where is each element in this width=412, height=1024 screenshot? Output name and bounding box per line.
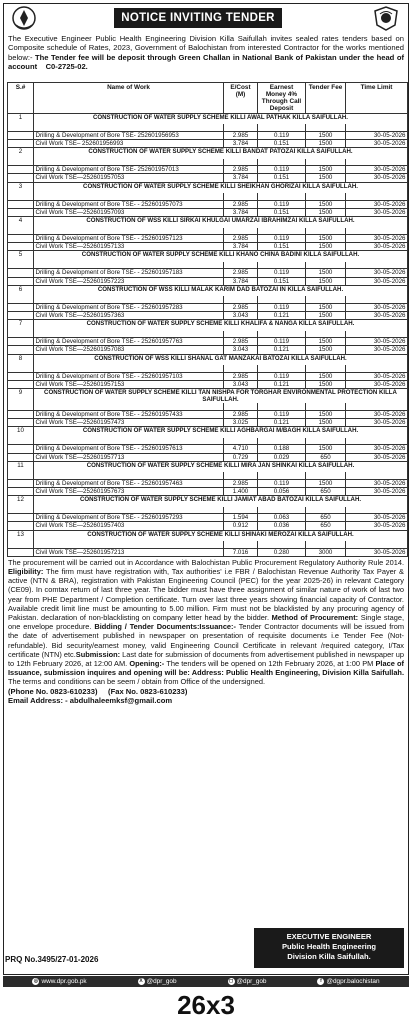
instagram-handle: @dpr_gob [236,978,267,985]
work-time-limit: 30-05-2026 [346,453,408,461]
work-tender-fee: 1500 [306,410,346,418]
work-earnest-money: 0.121 [258,380,306,388]
header-tender-fee: Tender Fee [306,83,346,114]
work-tender-fee: 1500 [306,312,346,320]
work-sno [8,235,34,243]
work-sno [8,269,34,277]
work-name: Drilling & Development of Bore TSE- - 252601957073 [34,200,224,208]
work-earnest-money: 0.063 [258,514,306,522]
facebook-handle: @dgpr.balochistan [326,978,380,985]
work-row [8,235,408,243]
work-tender-fee: 1500 [306,372,346,380]
scheme-name: CONSTRUCTION OF WATER SUPPLY SCHEME KILLI MIRA JAN SHINKAI KILLA SAIFULLAH. [34,461,408,472]
opening-label: Opening:- [127,659,165,669]
scheme-number: 3 [8,182,34,193]
work-earnest-money: 0.121 [258,419,306,427]
work-time-limit: 30-05-2026 [346,372,408,380]
work-sno [8,140,34,148]
work-sno [8,380,34,388]
fax-number: (Fax No. 0823-610233) [108,686,188,696]
scheme-name: CONSTRUCTION OF WATER SUPPLY SCHEME KILLI AWAL PATHAK KILLA SAIFULLAH. [34,113,408,124]
terms-conditions-text: The terms and conditions can be seem / obtain from Office of the undersigned. [8,677,266,687]
work-time-limit: 30-05-2026 [346,346,408,354]
work-tender-fee: 1500 [306,445,346,453]
contact-phone-fax [8,687,404,696]
work-earnest-money: 0.280 [258,548,306,556]
work-cost: 3.043 [224,346,258,354]
scheme-name: CONSTRUCTION OF WATER SUPPLY SCHEME KILLI JAMIAT ABAD BATOZAI KILLA SAIFULLAH. [34,496,408,507]
header-sno: S.# [8,83,34,114]
work-earnest-money: 0.121 [258,346,306,354]
work-tender-fee: 1500 [306,235,346,243]
x-icon: X [139,978,143,984]
work-name: Drilling & Development of Bore TSE- 252601956953 [34,131,224,139]
scheme-row [8,461,408,472]
work-tender-fee: 650 [306,487,346,495]
work-name: Drilling & Development of Bore TSE- - 252601957123 [34,235,224,243]
scheme-row [8,182,408,193]
work-cost: 0.912 [224,522,258,530]
work-earnest-money: 0.119 [258,269,306,277]
scheme-row [8,285,408,296]
work-sno [8,346,34,354]
intro-paragraph [4,34,408,81]
spacer-row [8,228,408,235]
work-sno [8,410,34,418]
work-row [8,419,408,427]
place-label: Place of Issuance, submission inquires and opening will be: Address: Public Health Engineering, Division Killa Saifullah. [8,659,404,678]
work-sno [8,479,34,487]
scheme-name: CONSTRUCTION OF WSS KILLI MALAK KARIM DAD BATOZAI IN KILLA SAIFULLAH. [34,285,408,296]
work-tender-fee: 1500 [306,277,346,285]
work-cost: 0.729 [224,453,258,461]
scheme-number: 10 [8,427,34,438]
work-time-limit: 30-05-2026 [346,269,408,277]
work-row [8,140,408,148]
submission-label: Submission: [75,649,121,659]
work-tender-fee: 1500 [306,419,346,427]
scheme-name: CONSTRUCTION OF WATER SUPPLY SCHEME KILLI AGHBARGAI M/BAGH KILLA SAIFULLAH. [34,427,408,438]
work-cost: 1.400 [224,487,258,495]
scheme-number: 7 [8,320,34,331]
work-time-limit: 30-05-2026 [346,410,408,418]
work-sno [8,166,34,174]
table-header-row [8,83,408,114]
scheme-number: 1 [8,113,34,124]
header-earnest-money: Earnest Money 4% Through Call Deposit [258,83,306,114]
work-row [8,269,408,277]
work-tender-fee: 1500 [306,200,346,208]
work-earnest-money: 0.119 [258,235,306,243]
header-name-of-work: Name of Work [34,83,224,114]
spacer-row [8,541,408,548]
spacer-row [8,472,408,479]
ad-size-label: 26x3 [177,990,235,1020]
work-sno [8,372,34,380]
work-name: Civil Work TSE—252601957083 [34,346,224,354]
work-cost: 3.784 [224,243,258,251]
work-sno [8,419,34,427]
work-name: Drilling & Development of Bore TSE- 252601957013 [34,166,224,174]
work-name: Drilling & Development of Bore TSE- - 252601957433 [34,410,224,418]
work-sno [8,208,34,216]
scheme-row [8,320,408,331]
scheme-number: 8 [8,354,34,365]
work-tender-fee: 1500 [306,338,346,346]
x-handle: @dpr_gob [146,978,177,985]
work-time-limit: 30-05-2026 [346,208,408,216]
method-label: Method of Procurement: [269,613,359,623]
work-row [8,453,408,461]
work-earnest-money: 0.151 [258,140,306,148]
work-time-limit: 30-05-2026 [346,166,408,174]
work-earnest-money: 0.119 [258,303,306,311]
header-ecost: E/Cost (M) [224,83,258,114]
spacer-row [8,159,408,166]
work-time-limit: 30-05-2026 [346,277,408,285]
work-cost: 2.985 [224,479,258,487]
work-earnest-money: 0.119 [258,410,306,418]
work-name: Civil Work TSE– 252601956993 [34,140,224,148]
social-footer [3,976,409,987]
work-time-limit: 30-05-2026 [346,479,408,487]
work-name: Drilling & Development of Bore TSE- - 252601957613 [34,445,224,453]
work-row [8,487,408,495]
work-sno [8,174,34,182]
work-tender-fee: 650 [306,514,346,522]
work-name: Drilling & Development of Bore TSE- - 252601957293 [34,514,224,522]
work-earnest-money: 0.036 [258,522,306,530]
work-row [8,479,408,487]
work-sno [8,522,34,530]
submission-text: Last date for submission of documents from advertisement published in newspaper up to 12th February 2026, at 12:00 AM. [8,649,404,669]
tender-table [7,82,408,557]
method-text: Single stage, one envelope procedure. [8,613,405,632]
work-name: Drilling & Development of Bore TSE- - 252601957183 [34,269,224,277]
work-tender-fee: 1500 [306,243,346,251]
scheme-number: 5 [8,251,34,262]
scheme-row [8,530,408,541]
work-cost: 3.784 [224,174,258,182]
work-time-limit: 30-05-2026 [346,140,408,148]
work-tender-fee: 1500 [306,269,346,277]
scheme-number: 12 [8,496,34,507]
work-tender-fee: 1500 [306,479,346,487]
spacer-row [8,124,408,131]
work-tender-fee: 650 [306,453,346,461]
work-row [8,166,408,174]
work-tender-fee: 1500 [306,208,346,216]
work-row [8,380,408,388]
instagram-icon: ◻ [228,978,234,984]
spacer-row [8,331,408,338]
balochistan-emblem-icon [10,5,38,31]
terms-paragraph [4,557,408,687]
work-tender-fee: 1500 [306,346,346,354]
work-time-limit: 30-05-2026 [346,338,408,346]
work-row [8,372,408,380]
scheme-number: 4 [8,217,34,228]
opening-text: The tenders will be opened on 12th February 2026, at 1:00 PM [164,659,374,669]
work-cost: 2.985 [224,372,258,380]
work-cost: 2.985 [224,303,258,311]
work-cost: 2.985 [224,410,258,418]
work-name: Civil Work TSE—252601957363 [34,312,224,320]
spacer-row [8,262,408,269]
tender-table-body [8,113,408,556]
work-row [8,410,408,418]
work-cost: 3.043 [224,380,258,388]
spacer-row [8,365,408,372]
scheme-number: 2 [8,148,34,159]
work-sno [8,445,34,453]
signature-division: Division Killa Saifullah. [287,952,371,961]
work-row [8,303,408,311]
scheme-name: CONSTRUCTION OF WATER SUPPLY SCHEME KILLI TAN NISHPA FOR TORGHAR ENVIRONMENTAL PROTECTION KILLA SAIFULLAH. [34,389,408,404]
scheme-name: CONSTRUCTION OF WATER SUPPLY SCHEME KILLI SHEIKHAN GHORIZAI KILLA SAIFULLAH. [34,182,408,193]
work-sno [8,303,34,311]
globe-icon: ◎ [33,978,39,984]
work-earnest-money: 0.119 [258,479,306,487]
work-earnest-money: 0.151 [258,243,306,251]
phe-department-logo-icon [372,5,400,31]
spacer-row [8,403,408,410]
work-time-limit: 30-05-2026 [346,243,408,251]
work-sno [8,548,34,556]
spacer-row [8,193,408,200]
work-row [8,445,408,453]
work-tender-fee: 1500 [306,174,346,182]
spacer-row [8,507,408,514]
work-name: Civil Work TSE—252601957673 [34,487,224,495]
work-cost: 2.985 [224,166,258,174]
scheme-row [8,354,408,365]
work-row [8,514,408,522]
website-text: www.dpr.gob.pk [41,978,87,985]
work-name: Drilling & Development of Bore TSE- - 252601957463 [34,479,224,487]
work-row [8,277,408,285]
spacer-row [8,438,408,445]
work-sno [8,514,34,522]
work-row [8,243,408,251]
work-name: Civil Work TSE—252601957213 [34,548,224,556]
tender-notice [3,3,409,975]
scheme-row [8,389,408,404]
intro-bold-text: The Tender fee will be deposit through Green Challan in National Bank of Pakistan under the head of account [8,52,404,72]
work-time-limit: 30-05-2026 [346,487,408,495]
notice-header [4,4,408,34]
scheme-row [8,113,408,124]
work-sno [8,243,34,251]
signature-dept: Public Health Engineering [281,942,377,951]
scheme-name: CONSTRUCTION OF WATER SUPPLY SCHEME KILLI BANDAT PATOZAI KILLA SAIFULLAH. [34,148,408,159]
work-cost: 2.985 [224,269,258,277]
work-tender-fee: 1500 [306,303,346,311]
work-sno [8,453,34,461]
work-row [8,208,408,216]
work-row [8,312,408,320]
work-earnest-money: 0.188 [258,445,306,453]
work-tender-fee: 1500 [306,140,346,148]
work-tender-fee: 1500 [306,131,346,139]
work-cost: 3.784 [224,140,258,148]
scheme-name: CONSTRUCTION OF WATER SUPPLY SCHEME KILLI SHINAKI MEROZAI KILLA SAIFULLAH. [34,530,408,541]
work-cost: 3.784 [224,208,258,216]
work-earnest-money: 0.119 [258,131,306,139]
work-row [8,548,408,556]
eligibility-label: Eligibility: [8,567,44,576]
work-earnest-money: 0.119 [258,166,306,174]
work-name: Drilling & Development of Bore TSE- - 252601957763 [34,338,224,346]
work-tender-fee: 650 [306,522,346,530]
work-name: Civil Work TSE—252601957473 [34,419,224,427]
work-tender-fee: 1500 [306,166,346,174]
work-cost: 3.784 [224,277,258,285]
work-name: Civil Work TSE—252601957133 [34,243,224,251]
work-name: Civil Work TSE—252601957223 [34,277,224,285]
work-sno [8,338,34,346]
work-cost: 2.985 [224,338,258,346]
work-earnest-money: 0.119 [258,200,306,208]
work-row [8,174,408,182]
work-cost: 2.985 [224,200,258,208]
work-time-limit: 30-05-2026 [346,522,408,530]
work-earnest-money: 0.151 [258,208,306,216]
work-earnest-money: 0.151 [258,174,306,182]
scheme-row [8,148,408,159]
work-name: Drilling & Development of Bore TSE- - 252601957103 [34,372,224,380]
work-cost: 7.016 [224,548,258,556]
work-time-limit: 30-05-2026 [346,445,408,453]
scheme-name: CONSTRUCTION OF WSS KILLI SIRKAI KHULGAI UMARZAI IBRAHIMZAI KILLA SAIFULLAH. [34,217,408,228]
work-name: Civil Work TSE—252601957093 [34,208,224,216]
signature-title: EXECUTIVE ENGINEER [286,932,372,941]
work-earnest-money: 0.151 [258,277,306,285]
work-time-limit: 30-05-2026 [346,548,408,556]
work-time-limit: 30-05-2026 [346,200,408,208]
work-name: Civil Work TSE—252601957403 [34,522,224,530]
facebook-link[interactable] [317,976,379,987]
work-earnest-money: 0.056 [258,487,306,495]
work-time-limit: 30-05-2026 [346,303,408,311]
phone-number: (Phone No. 0823-610233) [8,686,98,696]
header-time-limit: Time Limit [346,83,408,114]
eligibility-text: The firm must have registration with, Tax authorities' i.e FBR / Balochistan Revenue Authority Tax Payer & active (NTN & BRA), registration with Pakistan Engineering Council (PEC) for the year 2025-26) in relevant Category (CE09). In comtax return of last three year. The bidder must have three assignment of similar nature of work of last two year from PHE Department / Completion certificate. Turn over last three years showing financial capacity of Contractor. Available credit limit line must be amounting to 5.00 million. Firm must not be blacklisted by any procuring agency of Pakistan. declaration of non-blacklisting on company letter head by the bidder. [8,567,404,623]
work-row [8,346,408,354]
account-head: C0-2725-02. [45,62,88,72]
work-time-limit: 30-05-2026 [346,419,408,427]
prq-number: PRQ No.3495/27-01-2026 [5,955,99,964]
scheme-row [8,427,408,438]
work-sno [8,487,34,495]
work-time-limit: 30-05-2026 [346,514,408,522]
work-cost: 2.985 [224,235,258,243]
scheme-name: CONSTRUCTION OF WSS KILLI SHANAL GAT MANZAKAI BATOZAI KILLA SAIFULLAH. [34,354,408,365]
scheme-number: 13 [8,530,34,541]
work-earnest-money: 0.121 [258,312,306,320]
scheme-row [8,217,408,228]
work-row [8,338,408,346]
email-address: Email Address: - abdulhaleemksf@gmail.com [8,696,173,706]
scheme-number: 11 [8,461,34,472]
work-sno [8,277,34,285]
work-time-limit: 30-05-2026 [346,312,408,320]
signature-block [254,928,404,968]
work-cost: 4.710 [224,445,258,453]
work-time-limit: 30-05-2026 [346,131,408,139]
work-cost: 3.025 [224,419,258,427]
work-row [8,522,408,530]
scheme-name: CONSTRUCTION OF WATER SUPPLY SCHEME KILLI KHALIFA & NANGA KILLA SAIFULLAH. [34,320,408,331]
work-name: Civil Work TSE—252601957153 [34,380,224,388]
work-cost: 3.043 [224,312,258,320]
work-row [8,200,408,208]
work-earnest-money: 0.119 [258,372,306,380]
scheme-number: 9 [8,389,34,404]
work-cost: 1.594 [224,514,258,522]
scheme-row [8,496,408,507]
instagram-link[interactable] [228,976,267,987]
work-time-limit: 30-05-2026 [346,235,408,243]
work-name: Drilling & Development of Bore TSE- - 252601957283 [34,303,224,311]
work-name: Civil Work TSE—252601957053 [34,174,224,182]
facebook-icon: f [317,978,324,985]
work-name: Civil Work TSE—252601957713 [34,453,224,461]
work-sno [8,312,34,320]
spacer-row [8,296,408,303]
work-earnest-money: 0.029 [258,453,306,461]
notice-title: NOTICE INVITING TENDER [114,8,282,28]
scheme-row [8,251,408,262]
x-link[interactable] [138,976,177,987]
terms-procurement: The procurement will be carried out in Accordance with Balochistan Public Procurement Regulatory Authority Rule 2014. [8,557,404,567]
bidding-text: Tender Contractor documents will be issued from the date of advertisement published in newspaper on presentation of requisite documents i.e Tender Fee (Not-refundable). Bid security/earnest money, valid Engineering Council Certificate in relevant /required category, I/Tax certificate (NTN) etc. [8,622,404,659]
scheme-name: CONSTRUCTION OF WATER SUPPLY SCHEME KILLI KHANO CHINA BADINI KILLA SAIFULLAH. [34,251,408,262]
work-time-limit: 30-05-2026 [346,380,408,388]
website-link[interactable] [32,976,86,987]
work-sno [8,200,34,208]
work-cost: 2.985 [224,131,258,139]
work-time-limit: 30-05-2026 [346,174,408,182]
scheme-number: 6 [8,285,34,296]
work-tender-fee: 3000 [306,548,346,556]
intro-text: The Executive Engineer Public Health Engineering Division Killa Saifullah invites sealed rates tenders based on Composite schedule of Rates, 2023, Government of Balochistan from interested Contractor for the works mentioned below:- [8,34,404,62]
contact-block [4,687,408,706]
work-tender-fee: 1500 [306,380,346,388]
bidding-label: Bidding / Tender Documents:Issuance:- [91,622,236,632]
work-row [8,131,408,139]
work-sno [8,131,34,139]
work-earnest-money: 0.119 [258,338,306,346]
